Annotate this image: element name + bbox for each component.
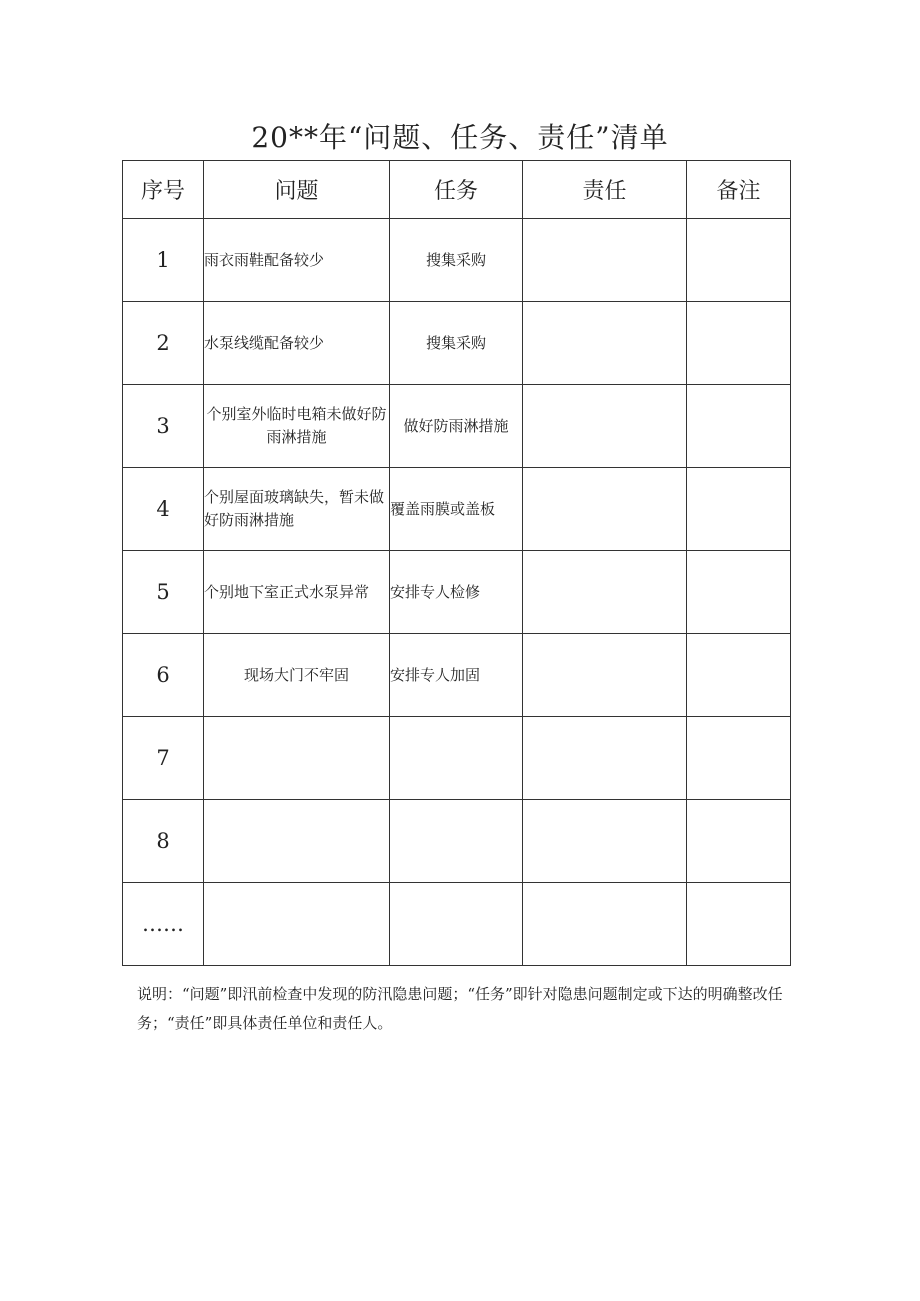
row-remark — [687, 302, 791, 385]
row-remark — [687, 800, 791, 883]
header-problem: 问题 — [204, 161, 390, 219]
row-remark — [687, 551, 791, 634]
table-header-row — [123, 161, 791, 219]
row-serial: 4 — [123, 468, 204, 551]
row-problem: 个别屋面玻璃缺失，暂未做好防雨淋措施 — [204, 468, 390, 551]
row-problem: 雨衣雨鞋配备较少 — [204, 219, 390, 302]
row-responsibility — [523, 219, 687, 302]
row-problem: 个别室外临时电箱未做好防雨淋措施 — [204, 385, 390, 468]
row-responsibility — [523, 551, 687, 634]
row-remark — [687, 634, 791, 717]
row-serial: 6 — [123, 634, 204, 717]
row-task: 安排专人检修 — [390, 551, 523, 634]
header-task: 任务 — [390, 161, 523, 219]
row-task: 覆盖雨膜或盖板 — [390, 468, 523, 551]
row-task — [390, 883, 523, 966]
row-problem: 水泵线缆配备较少 — [204, 302, 390, 385]
checklist-table — [122, 160, 791, 966]
explanation-note: 说明：“问题”即汛前检查中发现的防汛隐患问题；“任务”即针对隐患问题制定或下达的明确整改任务；“责任”即具体责任单位和责任人。 — [137, 985, 783, 1032]
row-serial: 5 — [123, 551, 204, 634]
row-serial: 7 — [123, 717, 204, 800]
row-task — [390, 800, 523, 883]
row-responsibility — [523, 302, 687, 385]
row-remark — [687, 717, 791, 800]
row-problem — [204, 717, 390, 800]
row-remark — [687, 219, 791, 302]
row-responsibility — [523, 468, 687, 551]
table-row — [123, 717, 791, 800]
row-problem — [204, 800, 390, 883]
row-task — [390, 717, 523, 800]
row-problem: 个别地下室正式水泵异常 — [204, 551, 390, 634]
row-remark — [687, 883, 791, 966]
table-row — [123, 883, 791, 966]
header-serial: 序号 — [123, 161, 204, 219]
row-serial: 3 — [123, 385, 204, 468]
header-responsibility: 责任 — [523, 161, 687, 219]
row-responsibility — [523, 883, 687, 966]
table-row — [123, 800, 791, 883]
table-row — [123, 551, 791, 634]
table-row — [123, 219, 791, 302]
row-responsibility — [523, 717, 687, 800]
row-task: 安排专人加固 — [390, 634, 523, 717]
row-task: 搜集采购 — [390, 219, 523, 302]
row-remark — [687, 385, 791, 468]
row-serial: 8 — [123, 800, 204, 883]
row-task: 做好防雨淋措施 — [390, 385, 523, 468]
page-title: 20**年“问题、任务、责任”清单 — [251, 121, 669, 154]
row-task: 搜集采购 — [390, 302, 523, 385]
row-remark — [687, 468, 791, 551]
table-row — [123, 468, 791, 551]
table-row — [123, 634, 791, 717]
header-remark: 备注 — [687, 161, 791, 219]
row-responsibility — [523, 385, 687, 468]
row-responsibility — [523, 800, 687, 883]
row-problem: 现场大门不牢固 — [204, 634, 390, 717]
row-problem — [204, 883, 390, 966]
row-serial: 1 — [123, 219, 204, 302]
row-serial: …… — [123, 883, 204, 966]
table-row — [123, 302, 791, 385]
row-responsibility — [523, 634, 687, 717]
row-serial: 2 — [123, 302, 204, 385]
table-row — [123, 385, 791, 468]
